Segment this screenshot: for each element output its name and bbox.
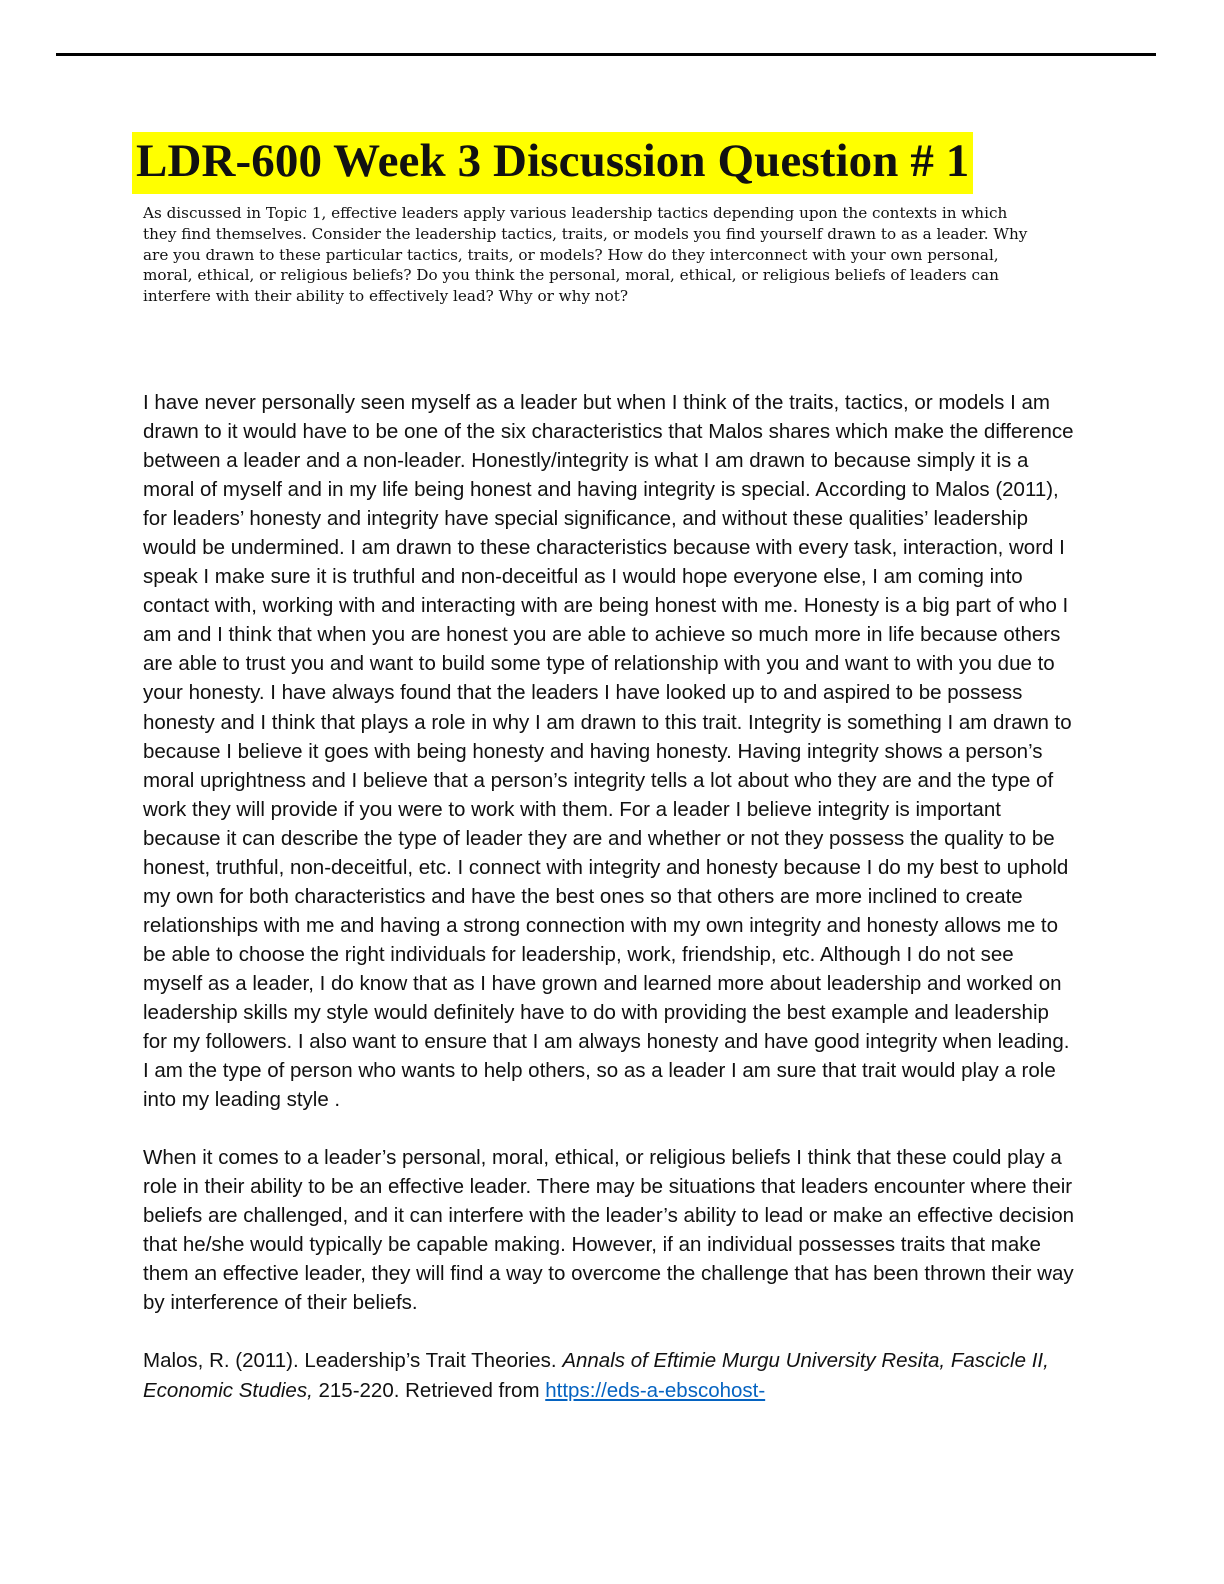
reference-journal: Annals of Eftimie Murgu University Resita, Fascicle II, Economic Studies,: [143, 1349, 1049, 1402]
response-paragraph: When it comes to a leader’s personal, moral, ethical, or religious beliefs I think that these could play a role in their ability to be an effective leader. There may be situations that leaders encounter where their beliefs are challenged, and it can interfere with the leader’s ability to lead or make an effective decision that he/she would typically be capable making. However, if an individual possesses traits that make them an effective leader, they will find a way to overcome the challenge that has been thrown their way by interference of their beliefs.: [143, 1146, 1075, 1315]
page-title: LDR-600 Week 3 Discussion Question # 1: [132, 132, 973, 194]
reference-author-title: Malos, R. (2011). Leadership’s Trait Theories.: [143, 1349, 557, 1373]
response-body: [143, 388, 1078, 1405]
discussion-prompt: As discussed in Topic 1, effective leaders apply various leadership tactics depending upon the contexts in which they find themselves. Consider the leadership tactics, traits, or models you find yourself drawn to as a leader. Why are you drawn to these particular tactics, traits, or models? How do they interconnect with your own personal, moral, ethical, or religious beliefs? Do you think the personal, moral, ethical, or religious beliefs of leaders can interfere with their ability to effectively lead? Why or why not?: [143, 204, 1028, 306]
response-paragraph: I have never personally seen myself as a leader but when I think of the traits, tactics, or models I am drawn to it would have to be one of the six characteristics that Malos shares which make the difference between a leader and a non-leader. Honestly/integrity is what I am drawn to because simply it is a moral of myself and in my life being honest and having integrity is special. According to Malos (2011), for leaders’ honesty and integrity have special significance, and without these qualities’ leadership would be undermined. I am drawn to these characteristics because with every task, interaction, word I speak I make sure it is truthful and non-deceitful as I would hope everyone else, I am coming into contact with, working with and interacting with are being honest with me. Honesty is a big part of who I am and I think that when you are honest you are able to achieve so much more in life because others are able to trust you and want to build some type of relationship with you and want to with you due to your honesty. I have always found that the leaders I have looked up to and aspired to be possess honesty and I think that plays a role in why I am drawn to this trait. Integrity is something I am drawn to because I believe it goes with being honesty and having honesty. Having integrity shows a person’s moral uprightness and I believe that a person’s integrity tells a lot about who they are and the type of work they will provide if you were to work with them. For a leader I believe integrity is important because it can describe the type of leader they are and whether or not they possess the quality to be honest, truthful, non-deceitful, etc. I connect with integrity and honesty because I do my best to uphold my own for both characteristics and have the best ones so that others are more inclined to create relationships with me and having a strong connection with my own integrity and honesty allows me to be able to choose the right individuals for leadership, work, friendship, etc. Although I do not see myself as a leader, I do know that as I have grown and learned more about leadership and worked on leadership skills my style would definitely have to do with providing the best example and leadership for my followers. I also want to ensure that I am always honesty and have good integrity when leading. I am the type of person who wants to help others, so as a leader I am sure that trait would play a role into my leading style .: [143, 391, 1074, 1112]
header-rule: [56, 53, 1156, 56]
reference-pages: 215-220. Retrieved from: [318, 1378, 540, 1402]
reference-link[interactable]: https://eds-a-ebscohost-: [545, 1378, 766, 1402]
reference-citation: [143, 1346, 1078, 1404]
